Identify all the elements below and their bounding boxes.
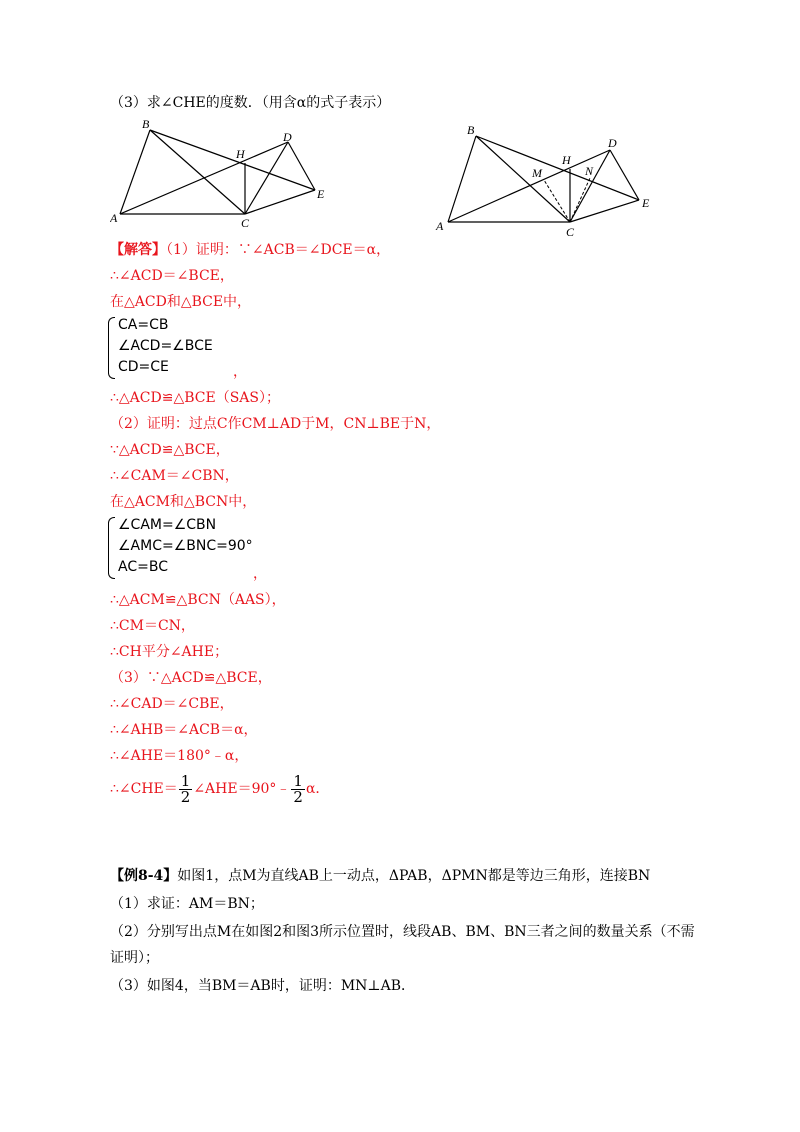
brace1-row-1: CA=CB — [118, 317, 169, 333]
answer-line-9: ∴△ACM≌△BCN（AAS）， — [110, 592, 286, 608]
seg-DE — [288, 142, 315, 190]
brace1-row-3: CD=CE — [118, 359, 169, 375]
answer-line-3: 在△ACD和△BCE中， — [110, 294, 252, 310]
label-C: C — [566, 225, 575, 239]
brace2-row-2: ∠AMC=∠BNC=90° — [118, 538, 253, 554]
seg-AD — [120, 142, 288, 214]
label-C: C — [241, 216, 250, 228]
l16-part-b: ∠AHE＝90°﹣ — [193, 781, 291, 797]
label-A: A — [110, 211, 118, 225]
brace2-comma: ， — [253, 566, 267, 582]
example-q3: （3）如图4，当BM＝AB时，证明：MN⊥AB． — [110, 978, 415, 994]
label-B: B — [467, 123, 475, 137]
example-title: 【例8-4】 — [110, 868, 178, 884]
answer-line-8: 在△ACM和△BCN中， — [110, 494, 257, 510]
answer-l1-text: （1）证明：∵∠ACB＝∠DCE＝α， — [166, 242, 391, 258]
label-E: E — [642, 196, 650, 210]
answer-line-7: ∴∠CAM＝∠CBN， — [110, 468, 239, 484]
brace-system-2 — [108, 515, 267, 582]
answer-line-12: （3）∵△ACD≌△BCE， — [110, 670, 272, 686]
seg-AB — [448, 136, 476, 222]
label-B: B — [142, 118, 150, 131]
answer-line-1 — [110, 240, 390, 260]
answer-line-5: （2）证明：过点C作CM⊥AD于M，CN⊥BE于N， — [110, 416, 441, 432]
seg-DE — [610, 150, 639, 200]
l16-part-c: α． — [305, 781, 330, 797]
example-q2-b: 证明）； — [110, 950, 159, 966]
example-q2-a: （2）分别写出点M在如图2和图3所示位置时，线段AB、BM、BN三者之间的数量关系（不需 — [110, 924, 695, 940]
label-H: H — [236, 147, 245, 161]
geometry-figure-1 — [110, 118, 330, 228]
label-M: M — [532, 166, 542, 180]
seg-AB — [120, 130, 150, 214]
label-N: N — [585, 164, 594, 178]
brace2-row-3: AC=BC — [118, 559, 168, 575]
label-A: A — [436, 219, 444, 233]
answer-line-2: ∴∠ACD＝∠BCE， — [110, 268, 234, 284]
seg-BC — [150, 130, 245, 214]
example-intro-text: 如图1，点M为直线AB上一动点，ΔPAB，ΔPMN都是等边三角形，连接BN — [177, 868, 651, 884]
seg-AD — [448, 150, 610, 222]
answer-line-13: ∴∠CAD＝∠CBE， — [110, 696, 234, 712]
brace2-row-1: ∠CAM=∠CBN — [118, 517, 217, 533]
label-E: E — [317, 187, 325, 201]
geometry-figure-2 — [432, 122, 652, 242]
seg-BC — [476, 136, 570, 222]
answer-line-11: ∴CH平分∠AHE； — [110, 644, 229, 660]
answer-line-16 — [110, 772, 329, 806]
answer-line-14: ∴∠AHB＝∠ACB＝α， — [110, 722, 258, 738]
question-3: （3）求∠CHE的度数．（用含α的式子表示） — [110, 95, 391, 111]
answer-line-10: ∴CM＝CN， — [110, 618, 195, 634]
fraction-half-2: $\frac{1}{2}$ — [293, 771, 303, 806]
answer-tag: 【解答】 — [110, 242, 166, 258]
example-intro — [110, 866, 650, 886]
answer-line-4: ∴△ACD≌△BCE（SAS）； — [110, 390, 280, 406]
brace1-comma: ， — [233, 364, 247, 380]
brace1-row-2: ∠ACD=∠BCE — [118, 338, 213, 354]
seg-CE — [245, 190, 315, 214]
label-D: D — [608, 136, 617, 150]
example-q1: （1）求证：AM＝BN； — [110, 896, 264, 912]
brace-system-1 — [108, 315, 247, 380]
fraction-half-1: $\frac{1}{2}$ — [180, 771, 191, 806]
label-H: H — [562, 153, 571, 167]
seg-CN — [570, 178, 590, 222]
answer-line-15: ∴∠AHE＝180°﹣α， — [110, 748, 249, 764]
answer-line-6: ∵△ACD≌△BCE， — [110, 442, 230, 458]
label-D: D — [283, 130, 292, 144]
l16-part-a: ∴∠CHE＝ — [110, 781, 178, 797]
